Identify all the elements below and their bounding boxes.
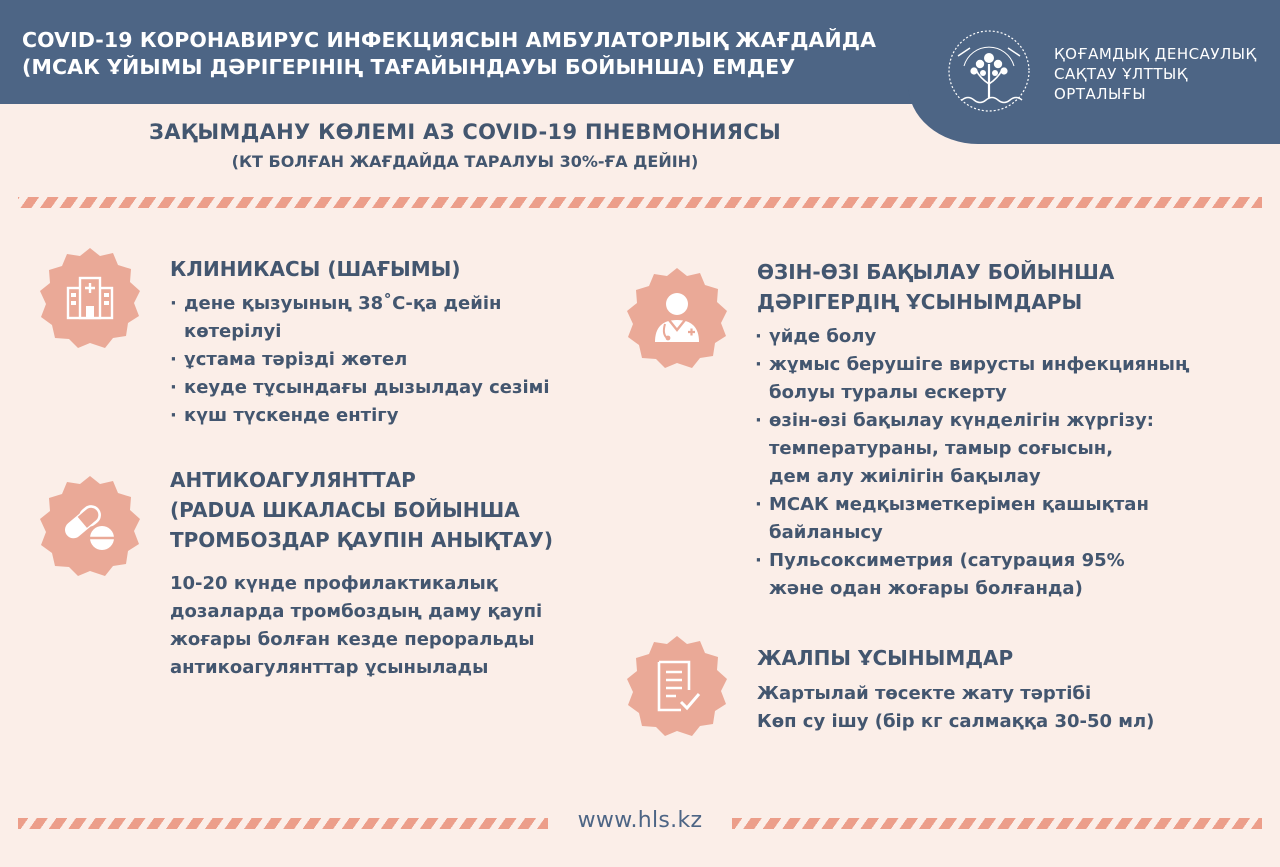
page-title-line: (МСАК ҰЙЫМЫ ДӘРІГЕРІНІҢ ТАҒАЙЫНДАУЫ БОЙЫНША) ЕМДЕУ xyxy=(22,55,796,79)
list-item xyxy=(170,402,550,430)
anticoag-title xyxy=(170,465,553,555)
anticoag-text xyxy=(170,570,542,682)
list-item-line: · кеуде тұсындағы дызылдау сезімі xyxy=(184,377,550,398)
list-item xyxy=(755,323,1190,351)
footer-stripe-left xyxy=(18,818,548,829)
general-text xyxy=(757,680,1154,736)
page-title-line: COVID-19 КОРОНАВИРУС ИНФЕКЦИЯСЫН АМБУЛАТОРЛЫҚ ЖАҒДАЙДА xyxy=(22,28,877,52)
list-item-line: · ұстама тәрізді жөтел xyxy=(184,349,408,370)
page-title xyxy=(22,27,902,81)
list-item-line: · өзін-өзі бақылау күнделігін жүргізу: xyxy=(769,410,1154,431)
org-name-line: ҚОҒАМДЫҚ ДЕНСАУЛЫҚ xyxy=(1054,45,1257,63)
selfcontrol-title-line: ӨЗІН-ӨЗІ БАҚЫЛАУ БОЙЫНША xyxy=(757,260,1115,284)
anticoag-text-line: жоғары болған кезде пероральды xyxy=(170,629,535,650)
checklist-icon xyxy=(625,634,729,738)
subtitle-sub: (КТ БОЛҒАН ЖАҒДАЙДА ТАРАЛУЫ 30%-ҒА ДЕЙІН) xyxy=(231,152,699,171)
selfcontrol-title-line: ДӘРІГЕРДІҢ ҰСЫНЫМДАРЫ xyxy=(757,290,1083,314)
list-item-line: · жұмыс берушіге вирусты инфекцияның xyxy=(769,354,1190,375)
clinic-title: КЛИНИКАСЫ (ШАҒЫМЫ) xyxy=(170,257,461,281)
org-name xyxy=(1054,44,1257,104)
anticoag-text-line: 10-20 күнде профилактикалық xyxy=(170,573,499,594)
list-item-line: дем алу жиілігін бақылау xyxy=(769,466,1041,487)
footer-url-link[interactable]: www.hls.kz xyxy=(577,808,703,833)
doctor-icon xyxy=(625,266,729,370)
list-item-line: температураны, тамыр соғысын, xyxy=(769,438,1114,459)
footer-stripe-right xyxy=(732,818,1262,829)
clinic-symptoms-list xyxy=(170,290,550,430)
anticoag-title-line: АНТИКОАГУЛЯНТТАР xyxy=(170,468,416,492)
list-item xyxy=(755,547,1190,603)
tree-emblem-icon xyxy=(944,26,1034,116)
list-item-line: · МСАК медқызметкерімен қашықтан xyxy=(769,494,1149,515)
general-title: ЖАЛПЫ ҰСЫНЫМДАР xyxy=(757,646,1014,670)
org-name-line: САҚТАУ ҰЛТТЫҚ xyxy=(1054,65,1188,83)
selfcontrol-list xyxy=(755,323,1190,603)
general-text-line: Жартылай төсекте жату тәртібі xyxy=(757,683,1092,704)
anticoag-text-line: антикоагулянттар ұсынылады xyxy=(170,657,489,678)
org-name-line: ОРТАЛЫҒЫ xyxy=(1054,85,1147,103)
list-item-line: көтерілуі xyxy=(184,321,282,342)
list-item xyxy=(755,351,1190,407)
subtitle xyxy=(0,120,930,171)
list-item xyxy=(755,407,1190,491)
subtitle-main: ЗАҚЫМДАНУ КӨЛЕМІ АЗ COVID-19 ПНЕВМОНИЯСЫ xyxy=(148,120,782,144)
list-item xyxy=(170,346,550,374)
list-item-line: · үйде болу xyxy=(769,326,877,347)
anticoag-title-line: ТРОМБОЗДАР ҚАУПІН АНЫҚТАУ) xyxy=(170,528,553,552)
list-item xyxy=(755,491,1190,547)
list-item-line: · дене қызуының 38˚С-қа дейін xyxy=(184,293,502,314)
general-text-line: Көп су ішу (бір кг салмаққа 30-50 мл) xyxy=(757,711,1155,732)
list-item-line: болуы туралы ескерту xyxy=(769,382,1007,403)
list-item-line: · Пульсоксиметрия (сатурация 95% xyxy=(769,550,1125,571)
anticoag-title-line: (PADUA ШКАЛАСЫ БОЙЫНША xyxy=(170,498,520,522)
pills-icon xyxy=(38,474,142,578)
anticoag-text-line: дозаларда тромбоздың даму қаупі xyxy=(170,601,543,622)
hospital-icon xyxy=(38,246,142,350)
list-item-line: байланысу xyxy=(769,522,883,543)
list-item xyxy=(170,290,550,346)
list-item-line: және одан жоғары болғанда) xyxy=(769,578,1083,599)
list-item-line: · күш түскенде ентігу xyxy=(184,405,399,426)
list-item xyxy=(170,374,550,402)
selfcontrol-title xyxy=(757,257,1114,317)
divider-stripe xyxy=(18,197,1262,208)
